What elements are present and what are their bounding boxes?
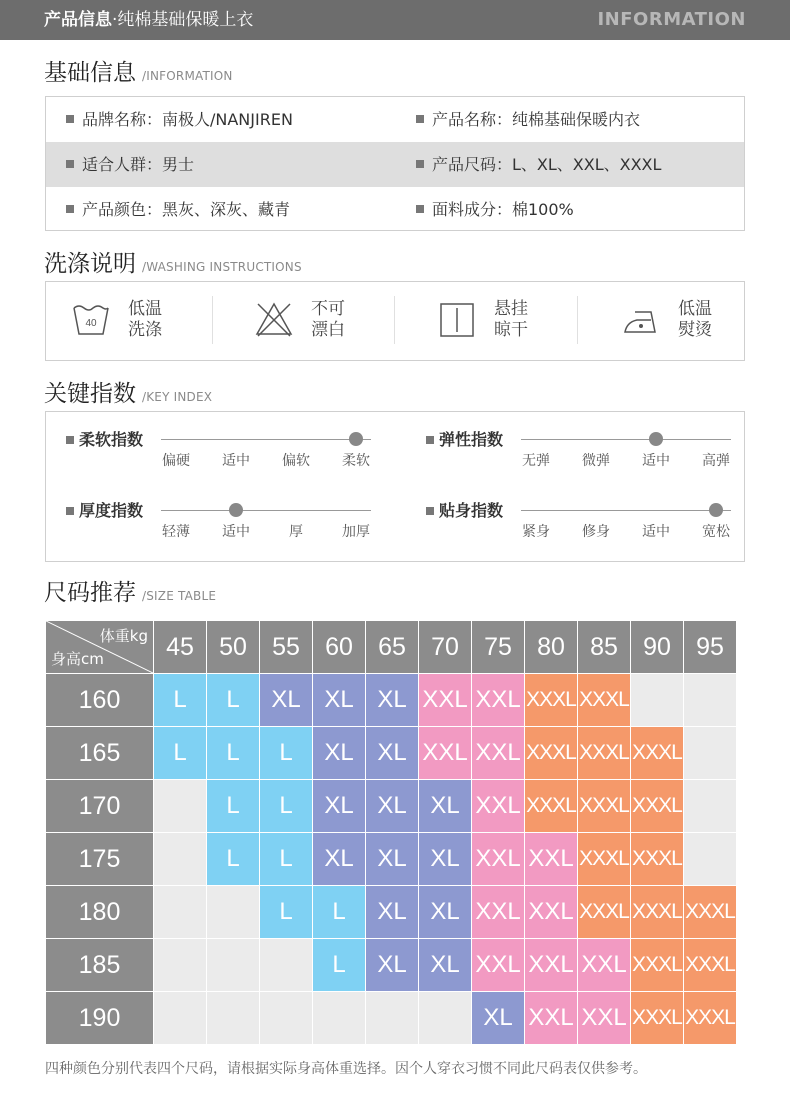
height-header: 185: [46, 939, 153, 991]
key-index-tick: 修身: [582, 524, 610, 540]
bullet-square-icon: [66, 160, 74, 168]
size-cell: XXL: [419, 727, 471, 779]
key-index-label: 弹性指数: [439, 430, 504, 449]
weight-header: 65: [366, 621, 418, 673]
size-cell: XXXL: [684, 886, 736, 938]
info-text: 品牌名称：南极人/NANJIREN: [82, 110, 293, 129]
weight-header: 95: [684, 621, 736, 673]
size-cell: XL: [366, 886, 418, 938]
size-cell: XXL: [578, 939, 630, 991]
wash-divider: [577, 296, 578, 344]
size-cell: XXL: [472, 674, 524, 726]
wash-line2: 漂白: [311, 320, 345, 340]
size-cell: XL: [419, 939, 471, 991]
key-index-indicator: [349, 432, 363, 446]
wash-divider: [394, 296, 395, 344]
info-row: [46, 97, 744, 142]
info-cell-fabric: [416, 187, 574, 232]
size-cell: XXXL: [525, 674, 577, 726]
bullet-square-icon: [416, 205, 424, 213]
wash-40-icon: [71, 300, 111, 340]
size-cell: XL: [419, 780, 471, 832]
size-cell: XL: [260, 674, 312, 726]
size-cell: XXL: [472, 833, 524, 885]
key-index-tick: 偏软: [282, 453, 310, 469]
size-row: [46, 727, 736, 779]
wash-line2: 洗涤: [128, 320, 162, 340]
size-row: [46, 674, 736, 726]
size-cell: XXL: [472, 886, 524, 938]
size-cell-empty: [154, 992, 206, 1044]
header-title-bold: 产品信息: [44, 10, 112, 30]
size-cell: L: [154, 727, 206, 779]
key-index-indicator: [649, 432, 663, 446]
height-header: 175: [46, 833, 153, 885]
size-cell: XL: [366, 674, 418, 726]
key-index-box: [45, 411, 745, 562]
height-header: 190: [46, 992, 153, 1044]
bullet-square-icon: [66, 205, 74, 213]
info-text: 适合人群：男士: [82, 155, 195, 174]
key-index-tick: 宽松: [702, 524, 730, 540]
weight-header: 50: [207, 621, 259, 673]
size-cell: XXXL: [684, 939, 736, 991]
info-text: 产品颜色：黑灰、深灰、藏青: [82, 200, 291, 219]
size-cell: XXXL: [684, 992, 736, 1044]
size-cell: XXXL: [631, 992, 683, 1044]
size-cell-empty: [207, 886, 259, 938]
corner-weight-label: 体重kg: [99, 627, 148, 645]
size-cell: XL: [472, 992, 524, 1044]
size-cell-empty: [313, 992, 365, 1044]
washing-title: [44, 249, 302, 282]
weight-header: 60: [313, 621, 365, 673]
weight-header: 45: [154, 621, 206, 673]
key-index-track: [161, 510, 371, 511]
wash-line1: 低温: [128, 299, 162, 319]
weight-header: 90: [631, 621, 683, 673]
size-cell: XXXL: [578, 674, 630, 726]
size-cell: L: [313, 886, 365, 938]
size-cell: XXXL: [631, 886, 683, 938]
size-table-corner: [46, 621, 153, 673]
key-index-tick: 柔软: [342, 453, 370, 469]
height-header: 170: [46, 780, 153, 832]
size-cell: XXL: [419, 674, 471, 726]
washing-box: [45, 281, 745, 361]
header-title: [44, 9, 253, 31]
size-cell-empty: [631, 674, 683, 726]
wash-line2: 晾干: [494, 320, 528, 340]
size-cell: L: [207, 674, 259, 726]
key-index-title: [44, 379, 212, 412]
wash-text: [678, 299, 712, 341]
key-index-track: [161, 439, 371, 440]
size-cell: XXL: [525, 886, 577, 938]
weight-header: 70: [419, 621, 471, 673]
corner-height-label: 身高cm: [51, 650, 104, 668]
size-row: [46, 886, 736, 938]
size-cell: XXL: [472, 780, 524, 832]
size-cell: XXL: [472, 939, 524, 991]
top-bar: [0, 0, 790, 40]
info-cell-sizes: [416, 142, 661, 187]
size-cell-empty: [684, 833, 736, 885]
basic-info-subtitle: /INFORMATION: [142, 69, 233, 83]
size-cell: XXL: [525, 939, 577, 991]
weight-header: 55: [260, 621, 312, 673]
key-index-tick: 高弹: [702, 453, 730, 469]
size-cell-empty: [154, 833, 206, 885]
size-cell-empty: [154, 780, 206, 832]
info-cell-brand: [66, 97, 293, 142]
size-cell-empty: [207, 992, 259, 1044]
key-index-tick: 厚: [289, 524, 303, 540]
key-index-title-text: 关键指数: [44, 381, 136, 407]
size-cell-empty: [260, 939, 312, 991]
size-cell: L: [207, 727, 259, 779]
wash-line1: 悬挂: [494, 299, 528, 319]
size-header-row: [46, 621, 736, 673]
key-index-indicator: [709, 503, 723, 517]
size-cell: XL: [313, 727, 365, 779]
size-cell: XL: [419, 833, 471, 885]
size-cell: XXXL: [631, 780, 683, 832]
key-index-track: [521, 510, 731, 511]
size-cell: XXXL: [578, 780, 630, 832]
info-cell-product-name: [416, 97, 640, 142]
size-table: [45, 620, 737, 1045]
basic-info-title-text: 基础信息: [44, 60, 136, 86]
header-right-label: INFORMATION: [597, 9, 746, 30]
size-cell: XL: [313, 780, 365, 832]
height-header: 160: [46, 674, 153, 726]
size-cell: L: [207, 833, 259, 885]
size-row: [46, 939, 736, 991]
size-cell-empty: [684, 727, 736, 779]
hang-dry-icon: [437, 300, 477, 340]
size-cell-empty: [684, 674, 736, 726]
size-cell-empty: [154, 939, 206, 991]
key-index-tick: 适中: [642, 524, 670, 540]
size-table-subtitle: /SIZE TABLE: [142, 589, 217, 603]
no-bleach-icon: [254, 300, 294, 340]
weight-header: 80: [525, 621, 577, 673]
size-cell: XXL: [525, 833, 577, 885]
info-cell-audience: [66, 142, 194, 187]
bullet-square-icon: [66, 507, 74, 515]
size-cell: XXXL: [525, 727, 577, 779]
size-cell: XXL: [578, 992, 630, 1044]
info-text: 产品名称：纯棉基础保暖内衣: [432, 110, 641, 129]
key-index-tick: 偏硬: [162, 453, 190, 469]
key-index-label: 厚度指数: [79, 501, 144, 520]
size-cell: XXXL: [525, 780, 577, 832]
size-cell: XL: [366, 727, 418, 779]
key-index-tick: 轻薄: [162, 524, 190, 540]
size-cell: L: [207, 780, 259, 832]
wash-line1: 不可: [311, 299, 345, 319]
weight-header: 85: [578, 621, 630, 673]
size-row: [46, 780, 736, 832]
size-cell: XL: [313, 833, 365, 885]
key-index-tick: 适中: [642, 453, 670, 469]
size-cell: XL: [366, 939, 418, 991]
size-table-title-text: 尺码推荐: [44, 580, 136, 606]
size-cell: XXXL: [578, 833, 630, 885]
size-table-title: [44, 578, 216, 611]
info-row: [46, 142, 744, 187]
size-cell-empty: [260, 992, 312, 1044]
key-index-tick: 适中: [222, 453, 250, 469]
size-cell: L: [260, 780, 312, 832]
size-cell: XXXL: [578, 727, 630, 779]
size-cell: XXL: [525, 992, 577, 1044]
bullet-square-icon: [416, 115, 424, 123]
key-index-tick: 紧身: [522, 524, 550, 540]
size-cell: XL: [419, 886, 471, 938]
washing-subtitle: /WASHING INSTRUCTIONS: [142, 260, 302, 274]
size-cell-empty: [419, 992, 471, 1044]
size-cell-empty: [207, 939, 259, 991]
key-index-tick: 适中: [222, 524, 250, 540]
key-index-track: [521, 439, 731, 440]
wash-item-no-bleach: [229, 282, 404, 360]
info-row: [46, 187, 744, 232]
bullet-square-icon: [426, 507, 434, 515]
size-cell: XXXL: [631, 833, 683, 885]
size-cell: L: [313, 939, 365, 991]
size-row: [46, 992, 736, 1044]
wash-line1: 低温: [678, 299, 712, 319]
key-index-tick: 加厚: [342, 524, 370, 540]
size-cell: L: [260, 886, 312, 938]
height-header: 165: [46, 727, 153, 779]
basic-info-title: [44, 58, 233, 91]
bullet-square-icon: [66, 436, 74, 444]
key-index-tick: 微弹: [582, 453, 610, 469]
wash-temp-label: 40: [85, 318, 97, 329]
size-cell: XXXL: [578, 886, 630, 938]
size-cell-empty: [154, 886, 206, 938]
wash-text: [128, 299, 162, 341]
key-index-tick: 无弹: [522, 453, 550, 469]
bullet-square-icon: [426, 436, 434, 444]
size-cell: XXXL: [631, 939, 683, 991]
size-cell: L: [154, 674, 206, 726]
size-row: [46, 833, 736, 885]
size-cell: L: [260, 833, 312, 885]
weight-header: 75: [472, 621, 524, 673]
size-footnote: 四种颜色分别代表四个尺码，请根据实际身高体重选择。因个人穿衣习惯不同此尺码表仅供参考。: [45, 1061, 647, 1077]
info-cell-colors: [66, 187, 290, 232]
bullet-square-icon: [66, 115, 74, 123]
size-cell-empty: [366, 992, 418, 1044]
size-cell: L: [260, 727, 312, 779]
wash-divider: [212, 296, 213, 344]
size-cell: XL: [366, 780, 418, 832]
size-cell: XXL: [472, 727, 524, 779]
wash-item-hang-dry: [412, 282, 587, 360]
height-header: 180: [46, 886, 153, 938]
iron-low-icon: [621, 300, 661, 340]
size-cell-empty: [684, 780, 736, 832]
size-cell: XL: [366, 833, 418, 885]
basic-info-box: [45, 96, 745, 231]
info-text: 面料成分：棉100%: [432, 200, 574, 219]
wash-item-low-temp-wash: [46, 282, 221, 360]
size-cell: XL: [313, 674, 365, 726]
washing-title-text: 洗涤说明: [44, 251, 136, 277]
size-cell: XXXL: [631, 727, 683, 779]
key-index-label: 柔软指数: [79, 430, 144, 449]
bullet-square-icon: [416, 160, 424, 168]
wash-text: [494, 299, 528, 341]
key-index-label: 贴身指数: [439, 501, 504, 520]
wash-item-low-iron: [596, 282, 771, 360]
info-text: 产品尺码：L、XL、XXL、XXXL: [432, 155, 662, 174]
wash-line2: 熨烫: [678, 320, 712, 340]
wash-text: [311, 299, 345, 341]
key-index-indicator: [229, 503, 243, 517]
key-index-subtitle: /KEY INDEX: [142, 390, 213, 404]
header-title-rest: ·纯棉基础保暖上衣: [112, 10, 254, 30]
